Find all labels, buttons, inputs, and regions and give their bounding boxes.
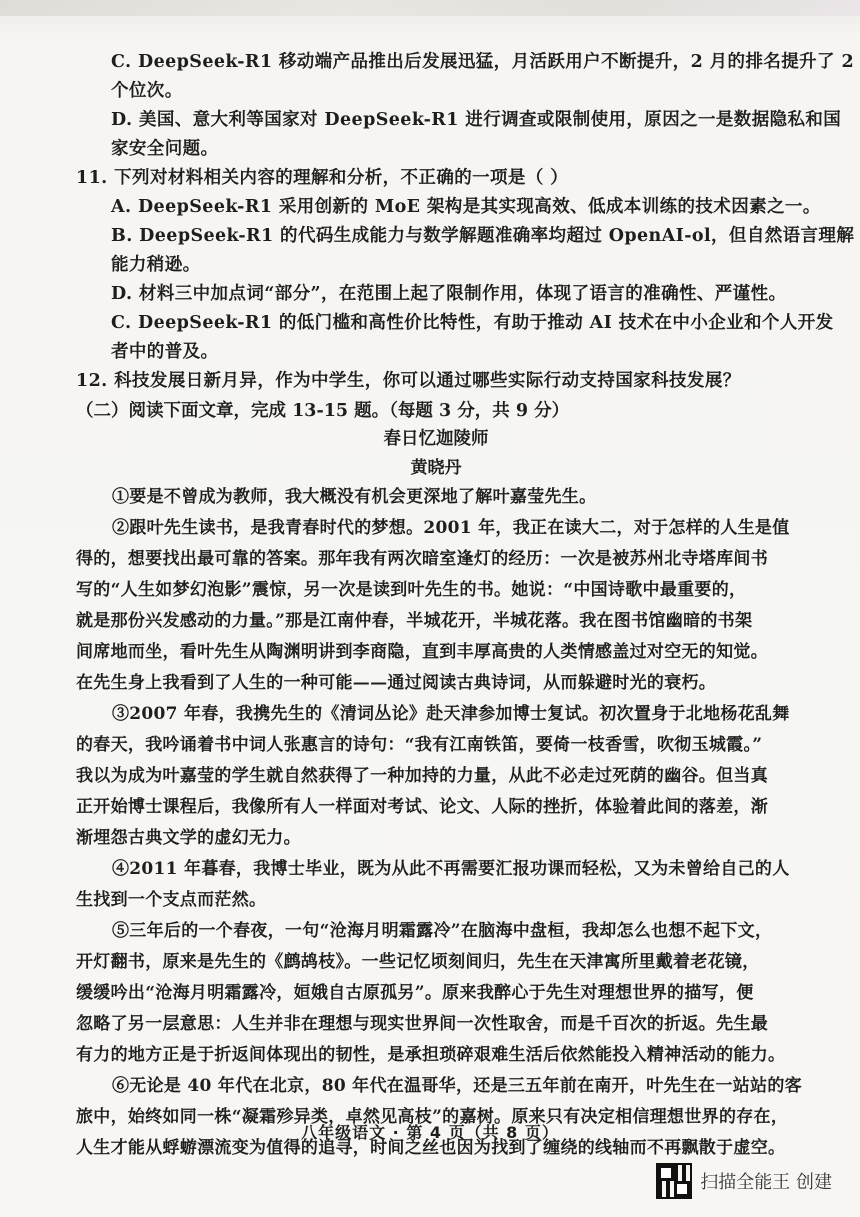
paragraph-line: 忽略了另一层意思：人生并非在理想与现实世界间一次性取舍，而是千百次的折返。先生最 bbox=[76, 1014, 768, 1034]
paragraph-line: ②跟叶先生读书，是我青春时代的梦想。2001 年，我正在读大二，对于怎样的人生是值 bbox=[112, 518, 790, 538]
watermark-text: 扫描全能王 创建 bbox=[700, 1172, 832, 1193]
paragraph-line: 开灯翻书，原来是先生的《鹧鸪枝》。一些记忆顷刻间归，先生在天津寓所里戴着老花镜， bbox=[76, 952, 760, 972]
page-footer: 八年级语文 · 第 4 页（共 8 页） bbox=[301, 1123, 559, 1142]
paragraph-1 bbox=[76, 482, 796, 513]
paragraph-line: 生找到一个支点而茫然。 bbox=[76, 890, 267, 910]
paragraph-line: 人生才能从蜉蝣漂流变为值得的追寻，时间之丝也因为找到了缠绕的线轴而不再飘散于虚空。 bbox=[76, 1138, 786, 1158]
q11-option-c-line1: C. DeepSeek-R1 的低门槛和高性价比特性，有助于推动 AI 技术在中小企业和个人开发 bbox=[111, 313, 834, 333]
paragraph-5 bbox=[76, 916, 796, 1071]
q11-option-d: D. 材料三中加点词“部分”，在范围上起了限制作用，体现了语言的准确性、严谨性。 bbox=[111, 284, 787, 304]
section-heading: （二）阅读下面文章，完成 13-15 题。（每题 3 分，共 9 分） bbox=[76, 401, 570, 421]
prev-option-d-line1: D. 美国、意大利等国家对 DeepSeek-R1 进行调查或限制使用，原因之一是数据隐私和国 bbox=[111, 110, 842, 130]
paragraph-line: 旅中，始终如同一株“凝霜殄异类，卓然见高枝”的嘉树。原来只有决定相信理想世界的存在， bbox=[76, 1107, 789, 1127]
paragraph-6 bbox=[76, 1071, 802, 1164]
scanner-watermark bbox=[656, 1163, 832, 1199]
paragraph-line: 写的“人生如梦幻泡影”震惊，另一次是读到叶先生的书。她说：“中国诗歌中最重要的， bbox=[76, 580, 747, 600]
paragraph-line: ①要是不曾成为教师，我大概没有机会更深地了解叶嘉莹先生。 bbox=[112, 487, 597, 507]
article-title: 春日忆迦陵师 bbox=[383, 429, 489, 449]
qr-code-icon bbox=[656, 1163, 692, 1199]
paragraph-line: 得的，想要找出最可靠的答案。那年我有两次暗室逢灯的经历：一次是被苏州北寺塔库间书 bbox=[76, 549, 768, 569]
q11-option-a: A. DeepSeek-R1 采用创新的 MoE 架构是其实现高效、低成本训练的技术因素之一。 bbox=[111, 197, 821, 217]
paragraph-line: 在先生身上我看到了人生的一种可能——通过阅读古典诗词，从而躲避时光的衰朽。 bbox=[76, 673, 717, 693]
q11-option-b-line2: 能力稍逊。 bbox=[111, 255, 201, 275]
paragraph-line: 渐埋怨古典文学的虚幻无力。 bbox=[76, 828, 301, 848]
paragraph-line: 就是那份兴发感动的力量。”那是江南仲春，半城花开，半城花落。我在图书馆幽暗的书架 bbox=[76, 611, 753, 631]
prev-option-c-line2: 个位次。 bbox=[111, 81, 183, 101]
paragraph-3 bbox=[76, 699, 796, 854]
paragraph-line: 正开始博士课程后，我像所有人一样面对考试、论文、人际的挫折，体验着此间的落差，渐 bbox=[76, 797, 768, 817]
prev-option-d-line2: 家安全问题。 bbox=[111, 139, 219, 159]
paragraph-line: ③2007 年春，我携先生的《清词丛论》赴天津参加博士复试。初次置身于北地杨花乱舞 bbox=[112, 704, 790, 724]
page-content bbox=[76, 48, 855, 1164]
paragraph-line: 我以为成为叶嘉莹的学生就自然获得了一种加持的力量，从此不必走过死荫的幽谷。但当真 bbox=[76, 766, 768, 786]
question-11-stem: 11. 下列对材料相关内容的理解和分析，不正确的一项是（ ） bbox=[76, 168, 569, 188]
paragraph-line: 间席地而坐，看叶先生从陶渊明讲到李商隐，直到丰厚高贵的人类情感盖过对空无的知觉。 bbox=[76, 642, 768, 662]
prev-option-c-line1: C. DeepSeek-R1 移动端产品推出后发展迅猛，月活跃用户不断提升，2 月的排名提升了 2 bbox=[111, 52, 855, 72]
scan-top-edge bbox=[0, 0, 860, 16]
paragraph-2 bbox=[76, 513, 796, 699]
paragraph-line: 缓缓吟出“沧海月明霜露冷，姮娥自古原孤另”。原来我醉心于先生对理想世界的描写，便 bbox=[76, 983, 754, 1003]
paragraph-line: ④2011 年暮春，我博士毕业，既为从此不再需要汇报功课而轻松，又为未曾给自己的人 bbox=[112, 859, 790, 879]
paragraph-4 bbox=[76, 854, 796, 916]
q11-option-c-line2: 者中的普及。 bbox=[111, 342, 219, 362]
paragraph-line: ⑤三年后的一个春夜，一句“沧海月明霜露冷”在脑海中盘桓，我却怎么也想不起下文， bbox=[112, 921, 773, 941]
paragraph-line: 的春天，我吟诵着书中词人张惠言的诗句：“我有江南铁笛，要倚一枝香雪，吹彻玉城霞。” bbox=[76, 735, 763, 755]
paragraph-line: 有力的地方正是于折返间体现出的韧性，是承担琐碎艰难生活后依然能投入精神活动的能力。 bbox=[76, 1045, 786, 1065]
paragraph-line: ⑥无论是 40 年代在北京，80 年代在温哥华，还是三五年前在南开，叶先生在一站站的客 bbox=[112, 1076, 802, 1096]
question-12: 12. 科技发展日新月异，作为中学生，你可以通过哪些实际行动支持国家科技发展？ bbox=[76, 371, 741, 391]
q11-option-b-line1: B. DeepSeek-R1 的代码生成能力与数学解题准确率均超过 OpenAI-ol，但自然语言理解 bbox=[111, 226, 855, 246]
article-author: 黄晓丹 bbox=[410, 458, 462, 478]
